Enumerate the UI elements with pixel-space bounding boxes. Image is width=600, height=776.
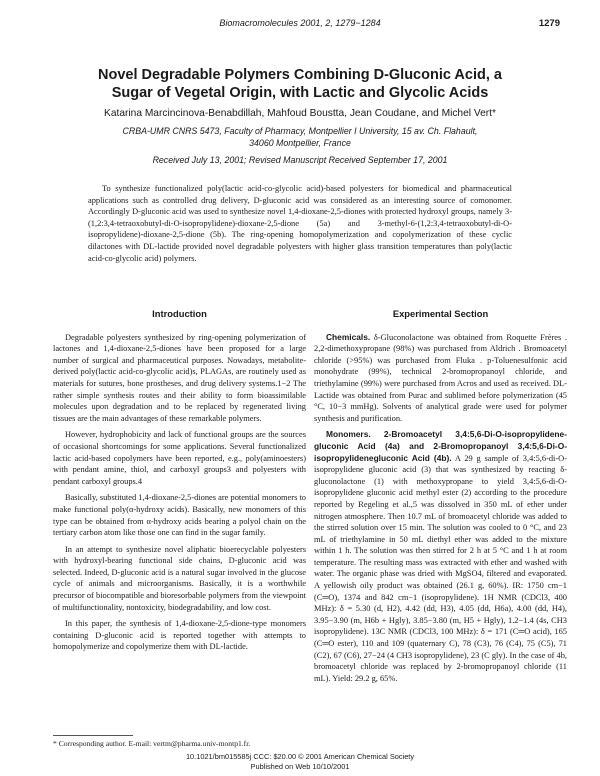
- page-number: 1279: [538, 18, 560, 29]
- affiliation: [40, 126, 560, 149]
- intro-paragraph-2: However, hydrophobicity and lack of functional groups are the sources of occasional shortcomings for some applications. Several functionalized lactic acid-based copolymers have been reported, e.g., poly(aminoesters) with pendant amine, thiol, and carboxyl groups3 and polyesters with pendant carboxyl groups.4: [53, 430, 306, 486]
- running-header: [40, 18, 560, 32]
- author-list: Katarina Marcincinova-Benabdillah, Mahfoud Boustta, Jean Coudane, and Michel Vert*: [104, 108, 496, 119]
- monomers-text: A 29 g sample of 3,4:5,6-di-O-isopropylidene gluconic acid (3) that was synthesized by reacting δ-gluconolactone (1) with methoxypropane to yield 3,4:5,6-di-O-isopropylidene gluconic acid methyl ester (2) according to the procedure reported by Regeling et al.,5 was dissolved in 350 mL of ether under nitrogen atmosphere. Then 10.7 mL of bromoacetyl chloride was added to the stirred solution over 15 min. The solution was cooled to 0 °C, and 23 mL of triethylamine in 50 mL diethyl ether was added to the mixture within 1 h. The solution was then stirred for 2 h at 5 °C and 1 h at room temperature. The resulting mass was extracted with ether and washed with water. The organic phase was dried with MgSO4, filtered and evaporated. A yellowish oily product was obtained (26.1 g, 60%). IR: 1750 cm−1 (C═O), 1374 and 842 cm−1 (isopropylidene). 1H NMR (CDCl3, 400 MHz): δ = 5.30 (d, H2), 4.42 (dd, H3), 4.05 (dd, H6a), 4.00 (dd, H4), 3.95−3.90 (m, H6b + Hgly), 3.85−3.80 (m, H5 + Hgly), 1.2−1.4 (4s, CH3 isopropylidene). 13C NMR (CDCl3, 100 MHz): δ = 171 (C═O acid), 165 (C═O ester), 110 and 109 (quaternary C), 78 (C3), 76 (C4), 75 (C5), 71 (C2), 67 (C6), 27−24 (4 CH3 isopropylidene), 23 (C gly). In the case of 4b, bromoacetyl chloride was replaced by 2-bromopropanoyl chloride (11 mL). Yield: 29.2 g, 65%.: [314, 453, 567, 683]
- footnote-divider: [53, 735, 133, 736]
- article-title: Novel Degradable Polymers Combining D-Gluconic Acid, a Sugar of Vegetal Origin, with Lactic and Glycolic Acids: [98, 67, 502, 101]
- intro-paragraph-1: Degradable polyesters synthesized by ring-opening polymerization of lactones and 1,4-dioxane-2,5-diones have been proposed for a large number of surgical and pharmaceutical purposes. Nowadays, metabolite-derived poly(lactic acid-co-glycolic acid)s, PLAGAs, are routinely used as materials for sutures, bone prostheses, and drug delivery systems.1−2 The rather simple synthesis routes and their ability to form bioassimilable molecules upon degradation and to be replaced by regenerated living tissues are the main advantages of these remarkable polymers.: [53, 332, 306, 423]
- abstract: To synthesize functionalized poly(lactic acid-co-glycolic acid)-based polyesters for biomedical and pharmaceutical applications such as controlled drug delivery, D-gluconic acid was considered as an interesting source of comonomer. Accordingly D-gluconic acid was used to synthesize novel 1,4-dioxane-2,5-diones with protected hydroxyl groups, namely 3-(1,2:3,4-tetraoxobutyl-di-O-isopropylidene)-dioxane-2,5-dione (5a) and 3-methyl-6-(1,2:3,4-tetraoxobutyl-di-O-isopropylidene)-dioxane-2,5-dione (5b). The ring-opening homopolymerization and copolymerization of these cyclic dilactones with DL-lactide provided novel degradable polyesters with higher glass transition temperatures than poly(lactic acid-co-glycolic acid) polymers.: [88, 184, 512, 263]
- chemicals-text: δ-Gluconolactone was obtained from Roquette Frères . 2,2-dimethoxypropane (98%) was purchased from Aldrich . Bromoacetyl chloride (>95%) was purchased from Fluka . p-Toluenesulfonic acid monohydrate (99%), technical 2-bromopropanoyl chloride, and triethylamine (99%) were purchased from Acros and used as received. DL-Lactide was obtained from Purac and sublimed before polymerization (45 °C, 10−3 mmHg). Solvents of analytical grade were used for polymer synthesis and purification.: [314, 332, 567, 423]
- chemicals-lead: Chemicals.: [326, 331, 371, 342]
- doi-line: 10.1021/bm015585j CCC: $20.00 © 2001 American Chemical Society: [185, 752, 415, 761]
- right-column: [314, 308, 567, 689]
- publication-info: [40, 752, 560, 771]
- intro-paragraph-4: In an attempt to synthesize novel aliphatic bioerecyclable polyesters with hydroxyl-bearing functional side chains, D-gluconic acid was selected. Indeed, D-gluconic acid is a natural sugar involved in the glucose cycle of animals and microorganisms. Basically, it is a worthwhile precursor of biocompatible and bioresorbable polymers from the viewpoint of multifunctionality, nontoxicity, biodegradability, and low cost.: [53, 544, 306, 612]
- chemicals-paragraph: [314, 332, 567, 425]
- published-line: Published on Web 10/10/2001: [250, 761, 350, 771]
- monomers-lead: Monomers. 2-Bromoacetyl 3,4:5,6-Di-O-isopropylidene-gluconic Acid (4a) and 2-Bromopropanoyl 3,4:5,6-Di-O-isopropylidenegluconic Acid (4b).: [314, 429, 567, 463]
- left-column: [53, 308, 306, 658]
- affiliation-line-1: CRBA-UMR CNRS 5473, Faculty of Pharmacy, Montpellier I University, 15 av. Ch. Flahault,: [122, 126, 478, 136]
- received-dates: Received July 13, 2001; Revised Manuscript Received September 17, 2001: [152, 155, 448, 165]
- experimental-heading: Experimental Section: [392, 308, 489, 319]
- affiliation-line-2: 34060 Montpellier, France: [249, 137, 351, 148]
- intro-paragraph-5: In this paper, the synthesis of 1,4-dioxane-2,5-dione-type monomers containing D-gluconic acid is reported together with attempts to homopolymerize and copolymerize them with DL-lactide.: [53, 619, 306, 652]
- introduction-heading: Introduction: [152, 308, 207, 319]
- intro-paragraph-3: Basically, substituted 1,4-dioxane-2,5-diones are potential monomers to make functional poly(α-hydroxy acids). Basically, new monomers of this type can be obtained from α-hydroxy acids bearing a polyol chain on the tertiary carbon atom like those one can find in the sugar family.: [53, 493, 306, 538]
- monomers-paragraph: [314, 429, 567, 684]
- journal-citation: Biomacromolecules 2001, 2, 1279−1284: [219, 18, 381, 28]
- corresponding-author-footnote: * Corresponding author. E-mail: vertm@pharma.univ-montp1.fr.: [53, 739, 251, 748]
